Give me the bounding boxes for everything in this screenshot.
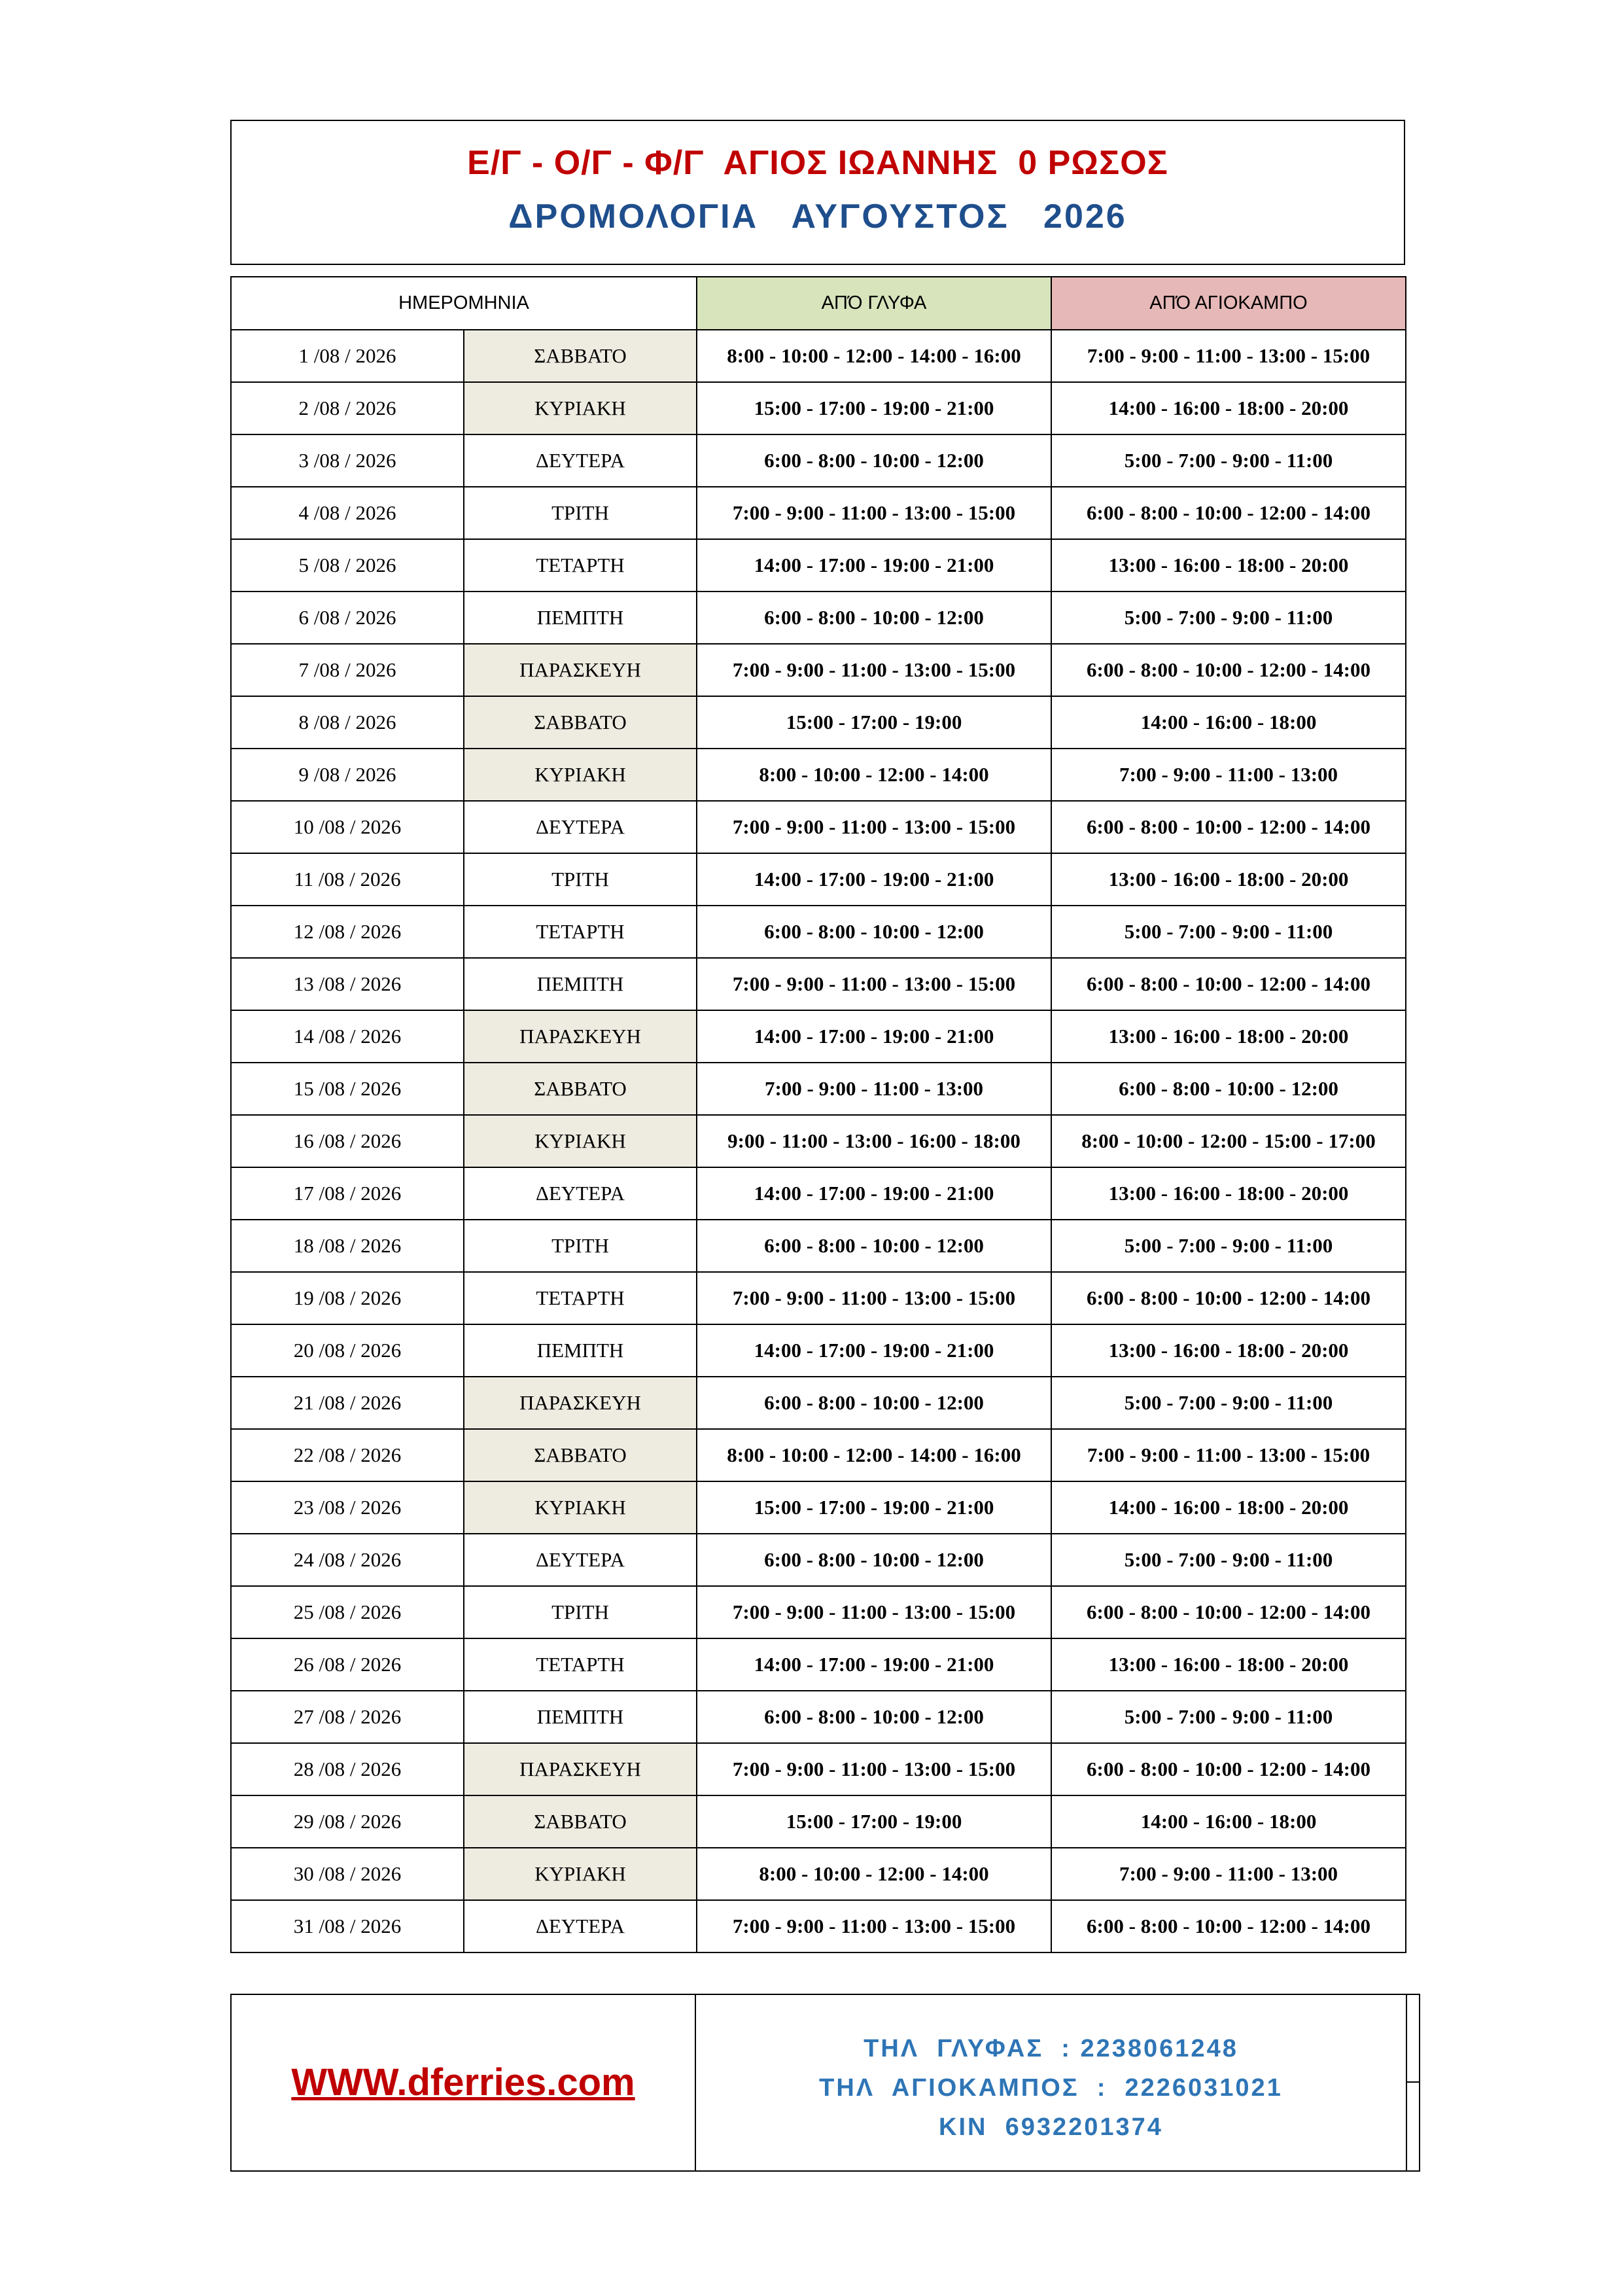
date-cell: 26 /08 / 2026 <box>231 1638 464 1691</box>
day-cell: ΔΕΥΤΕΡΑ <box>464 1167 697 1220</box>
date-cell: 9 /08 / 2026 <box>231 749 464 801</box>
agiokampo-times-cell: 5:00 - 7:00 - 9:00 - 11:00 <box>1051 592 1406 644</box>
phone-mobile: ΚΙΝ 6932201374 <box>939 2113 1163 2141</box>
glyfa-times-cell: 6:00 - 8:00 - 10:00 - 12:00 <box>697 1534 1051 1586</box>
date-cell: 8 /08 / 2026 <box>231 696 464 749</box>
agiokampo-times-cell: 14:00 - 16:00 - 18:00 <box>1051 696 1406 749</box>
glyfa-times-cell: 8:00 - 10:00 - 12:00 - 14:00 - 16:00 <box>697 1429 1051 1481</box>
date-cell: 7 /08 / 2026 <box>231 644 464 696</box>
day-cell: ΤΡΙΤΗ <box>464 1586 697 1638</box>
day-cell: ΤΡΙΤΗ <box>464 487 697 539</box>
day-cell: ΤΕΤΑΡΤΗ <box>464 1638 697 1691</box>
schedule-body <box>231 330 1406 1952</box>
contact-phones <box>696 2029 1406 2147</box>
schedule-title: ΔΡΟΜΟΛΟΓΙΑ ΑΥΓΟΥΣΤΟΣ 2026 <box>508 198 1127 236</box>
date-cell: 25 /08 / 2026 <box>231 1586 464 1638</box>
date-cell: 4 /08 / 2026 <box>231 487 464 539</box>
date-cell: 13 /08 / 2026 <box>231 958 464 1010</box>
table-row <box>231 1481 1406 1534</box>
glyfa-times-cell: 7:00 - 9:00 - 11:00 - 13:00 - 15:00 <box>697 1900 1051 1952</box>
table-row <box>231 1063 1406 1115</box>
table-row <box>231 1638 1406 1691</box>
agiokampo-times-cell: 6:00 - 8:00 - 10:00 - 12:00 - 14:00 <box>1051 1586 1406 1638</box>
footer-side-cell-top <box>1406 1994 1420 2083</box>
agiokampo-times-cell: 5:00 - 7:00 - 9:00 - 11:00 <box>1051 1534 1406 1586</box>
glyfa-times-cell: 6:00 - 8:00 - 10:00 - 12:00 <box>697 1377 1051 1429</box>
agiokampo-times-cell: 6:00 - 8:00 - 10:00 - 12:00 - 14:00 <box>1051 487 1406 539</box>
date-cell: 6 /08 / 2026 <box>231 592 464 644</box>
day-cell: ΚΥΡΙΑΚΗ <box>464 1115 697 1167</box>
footer-side-cell-bottom <box>1406 2081 1420 2172</box>
date-cell: 31 /08 / 2026 <box>231 1900 464 1952</box>
table-row <box>231 1586 1406 1638</box>
table-row <box>231 1010 1406 1063</box>
table-row <box>231 1691 1406 1743</box>
agiokampo-times-cell: 7:00 - 9:00 - 11:00 - 13:00 - 15:00 <box>1051 330 1406 382</box>
table-row <box>231 1743 1406 1795</box>
date-cell: 11 /08 / 2026 <box>231 853 464 906</box>
day-cell: ΚΥΡΙΑΚΗ <box>464 382 697 434</box>
day-cell: ΔΕΥΤΕΡΑ <box>464 801 697 853</box>
table-row <box>231 1848 1406 1900</box>
date-cell: 22 /08 / 2026 <box>231 1429 464 1481</box>
glyfa-times-cell: 7:00 - 9:00 - 11:00 - 13:00 - 15:00 <box>697 644 1051 696</box>
table-row <box>231 1324 1406 1377</box>
table-row <box>231 644 1406 696</box>
table-row <box>231 1115 1406 1167</box>
glyfa-times-cell: 6:00 - 8:00 - 10:00 - 12:00 <box>697 906 1051 958</box>
agiokampo-times-cell: 14:00 - 16:00 - 18:00 - 20:00 <box>1051 1481 1406 1534</box>
glyfa-times-cell: 8:00 - 10:00 - 12:00 - 14:00 - 16:00 <box>697 330 1051 382</box>
date-cell: 28 /08 / 2026 <box>231 1743 464 1795</box>
agiokampo-times-cell: 5:00 - 7:00 - 9:00 - 11:00 <box>1051 434 1406 487</box>
table-row <box>231 696 1406 749</box>
footer-website-cell <box>230 1994 696 2172</box>
day-cell: ΠΕΜΠΤΗ <box>464 592 697 644</box>
day-cell: ΣΑΒΒΑΤΟ <box>464 1795 697 1848</box>
date-cell: 18 /08 / 2026 <box>231 1220 464 1272</box>
table-row <box>231 330 1406 382</box>
agiokampo-times-cell: 6:00 - 8:00 - 10:00 - 12:00 - 14:00 <box>1051 801 1406 853</box>
agiokampo-times-cell: 5:00 - 7:00 - 9:00 - 11:00 <box>1051 906 1406 958</box>
date-cell: 5 /08 / 2026 <box>231 539 464 592</box>
table-row <box>231 1272 1406 1324</box>
table-row <box>231 592 1406 644</box>
glyfa-times-cell: 15:00 - 17:00 - 19:00 - 21:00 <box>697 1481 1051 1534</box>
day-cell: ΤΕΤΑΡΤΗ <box>464 906 697 958</box>
agiokampo-times-cell: 6:00 - 8:00 - 10:00 - 12:00 <box>1051 1063 1406 1115</box>
glyfa-times-cell: 6:00 - 8:00 - 10:00 - 12:00 <box>697 434 1051 487</box>
date-cell: 24 /08 / 2026 <box>231 1534 464 1586</box>
day-cell: ΠΑΡΑΣΚΕΥΗ <box>464 1743 697 1795</box>
table-header-row <box>231 277 1406 330</box>
glyfa-times-cell: 8:00 - 10:00 - 12:00 - 14:00 <box>697 1848 1051 1900</box>
agiokampo-times-cell: 14:00 - 16:00 - 18:00 <box>1051 1795 1406 1848</box>
glyfa-times-cell: 7:00 - 9:00 - 11:00 - 13:00 - 15:00 <box>697 1272 1051 1324</box>
table-row <box>231 434 1406 487</box>
header-from-glyfa: ΑΠΌ ΓΛΥΦΑ <box>697 277 1051 330</box>
glyfa-times-cell: 14:00 - 17:00 - 19:00 - 21:00 <box>697 1638 1051 1691</box>
glyfa-times-cell: 7:00 - 9:00 - 11:00 - 13:00 - 15:00 <box>697 487 1051 539</box>
agiokampo-times-cell: 13:00 - 16:00 - 18:00 - 20:00 <box>1051 539 1406 592</box>
header-from-agiokampo: ΑΠΌ ΑΓΙΟΚΑΜΠΟ <box>1051 277 1406 330</box>
website-link[interactable]: WWW.dferries.com <box>291 2061 635 2104</box>
title-box <box>230 120 1405 265</box>
day-cell: ΔΕΥΤΕΡΑ <box>464 1534 697 1586</box>
day-cell: ΤΡΙΤΗ <box>464 853 697 906</box>
day-cell: ΣΑΒΒΑΤΟ <box>464 1063 697 1115</box>
glyfa-times-cell: 7:00 - 9:00 - 11:00 - 13:00 - 15:00 <box>697 1743 1051 1795</box>
agiokampo-times-cell: 6:00 - 8:00 - 10:00 - 12:00 - 14:00 <box>1051 1900 1406 1952</box>
day-cell: ΠΑΡΑΣΚΕΥΗ <box>464 644 697 696</box>
date-cell: 27 /08 / 2026 <box>231 1691 464 1743</box>
table-row <box>231 749 1406 801</box>
glyfa-times-cell: 14:00 - 17:00 - 19:00 - 21:00 <box>697 1010 1051 1063</box>
glyfa-times-cell: 6:00 - 8:00 - 10:00 - 12:00 <box>697 1691 1051 1743</box>
day-cell: ΠΕΜΠΤΗ <box>464 958 697 1010</box>
agiokampo-times-cell: 5:00 - 7:00 - 9:00 - 11:00 <box>1051 1220 1406 1272</box>
date-cell: 12 /08 / 2026 <box>231 906 464 958</box>
day-cell: ΤΡΙΤΗ <box>464 1220 697 1272</box>
date-cell: 1 /08 / 2026 <box>231 330 464 382</box>
table-row <box>231 906 1406 958</box>
agiokampo-times-cell: 8:00 - 10:00 - 12:00 - 15:00 - 17:00 <box>1051 1115 1406 1167</box>
glyfa-times-cell: 14:00 - 17:00 - 19:00 - 21:00 <box>697 1324 1051 1377</box>
table-row <box>231 853 1406 906</box>
date-cell: 2 /08 / 2026 <box>231 382 464 434</box>
glyfa-times-cell: 15:00 - 17:00 - 19:00 <box>697 696 1051 749</box>
day-cell: ΤΕΤΑΡΤΗ <box>464 1272 697 1324</box>
day-cell: ΚΥΡΙΑΚΗ <box>464 749 697 801</box>
table-row <box>231 539 1406 592</box>
day-cell: ΠΕΜΠΤΗ <box>464 1691 697 1743</box>
table-row <box>231 801 1406 853</box>
table-row <box>231 958 1406 1010</box>
day-cell: ΠΑΡΑΣΚΕΥΗ <box>464 1010 697 1063</box>
glyfa-times-cell: 15:00 - 17:00 - 19:00 - 21:00 <box>697 382 1051 434</box>
agiokampo-times-cell: 6:00 - 8:00 - 10:00 - 12:00 - 14:00 <box>1051 644 1406 696</box>
day-cell: ΔΕΥΤΕΡΑ <box>464 434 697 487</box>
phone-glyfa: ΤΗΛ ΓΛΥΦΑΣ : 2238061248 <box>864 2035 1238 2062</box>
agiokampo-times-cell: 14:00 - 16:00 - 18:00 - 20:00 <box>1051 382 1406 434</box>
vessel-title: Ε/Γ - Ο/Γ - Φ/Γ ΑΓΙΟΣ ΙΩΑΝΝΗΣ 0 ΡΩΣΟΣ <box>467 144 1168 182</box>
day-cell: ΚΥΡΙΑΚΗ <box>464 1481 697 1534</box>
day-cell: ΚΥΡΙΑΚΗ <box>464 1848 697 1900</box>
table-row <box>231 1795 1406 1848</box>
glyfa-times-cell: 6:00 - 8:00 - 10:00 - 12:00 <box>697 592 1051 644</box>
date-cell: 20 /08 / 2026 <box>231 1324 464 1377</box>
date-cell: 3 /08 / 2026 <box>231 434 464 487</box>
date-cell: 16 /08 / 2026 <box>231 1115 464 1167</box>
agiokampo-times-cell: 6:00 - 8:00 - 10:00 - 12:00 - 14:00 <box>1051 1743 1406 1795</box>
day-cell: ΔΕΥΤΕΡΑ <box>464 1900 697 1952</box>
agiokampo-times-cell: 13:00 - 16:00 - 18:00 - 20:00 <box>1051 1167 1406 1220</box>
glyfa-times-cell: 15:00 - 17:00 - 19:00 <box>697 1795 1051 1848</box>
agiokampo-times-cell: 6:00 - 8:00 - 10:00 - 12:00 - 14:00 <box>1051 958 1406 1010</box>
glyfa-times-cell: 14:00 - 17:00 - 19:00 - 21:00 <box>697 539 1051 592</box>
agiokampo-times-cell: 5:00 - 7:00 - 9:00 - 11:00 <box>1051 1691 1406 1743</box>
glyfa-times-cell: 8:00 - 10:00 - 12:00 - 14:00 <box>697 749 1051 801</box>
table-row <box>231 1377 1406 1429</box>
table-row <box>231 1429 1406 1481</box>
glyfa-times-cell: 7:00 - 9:00 - 11:00 - 13:00 - 15:00 <box>697 1586 1051 1638</box>
glyfa-times-cell: 6:00 - 8:00 - 10:00 - 12:00 <box>697 1220 1051 1272</box>
table-row <box>231 1220 1406 1272</box>
glyfa-times-cell: 7:00 - 9:00 - 11:00 - 13:00 <box>697 1063 1051 1115</box>
agiokampo-times-cell: 7:00 - 9:00 - 11:00 - 13:00 <box>1051 749 1406 801</box>
table-row <box>231 1900 1406 1952</box>
date-cell: 10 /08 / 2026 <box>231 801 464 853</box>
date-cell: 23 /08 / 2026 <box>231 1481 464 1534</box>
date-cell: 14 /08 / 2026 <box>231 1010 464 1063</box>
day-cell: ΠΕΜΠΤΗ <box>464 1324 697 1377</box>
table-row <box>231 1534 1406 1586</box>
agiokampo-times-cell: 5:00 - 7:00 - 9:00 - 11:00 <box>1051 1377 1406 1429</box>
date-cell: 15 /08 / 2026 <box>231 1063 464 1115</box>
phone-agiokampos: ΤΗΛ ΑΓΙΟΚΑΜΠΟΣ : 2226031021 <box>819 2074 1283 2102</box>
glyfa-times-cell: 7:00 - 9:00 - 11:00 - 13:00 - 15:00 <box>697 958 1051 1010</box>
date-cell: 29 /08 / 2026 <box>231 1795 464 1848</box>
agiokampo-times-cell: 13:00 - 16:00 - 18:00 - 20:00 <box>1051 1324 1406 1377</box>
agiokampo-times-cell: 7:00 - 9:00 - 11:00 - 13:00 <box>1051 1848 1406 1900</box>
table-row <box>231 487 1406 539</box>
glyfa-times-cell: 14:00 - 17:00 - 19:00 - 21:00 <box>697 1167 1051 1220</box>
day-cell: ΣΑΒΒΑΤΟ <box>464 696 697 749</box>
day-cell: ΣΑΒΒΑΤΟ <box>464 330 697 382</box>
footer-contact-cell <box>695 1994 1407 2172</box>
date-cell: 30 /08 / 2026 <box>231 1848 464 1900</box>
agiokampo-times-cell: 13:00 - 16:00 - 18:00 - 20:00 <box>1051 1638 1406 1691</box>
agiokampo-times-cell: 13:00 - 16:00 - 18:00 - 20:00 <box>1051 1010 1406 1063</box>
header-date: ΗΜΕΡΟΜΗΝΙΑ <box>231 277 697 330</box>
day-cell: ΤΕΤΑΡΤΗ <box>464 539 697 592</box>
table-row <box>231 382 1406 434</box>
agiokampo-times-cell: 6:00 - 8:00 - 10:00 - 12:00 - 14:00 <box>1051 1272 1406 1324</box>
date-cell: 21 /08 / 2026 <box>231 1377 464 1429</box>
glyfa-times-cell: 14:00 - 17:00 - 19:00 - 21:00 <box>697 853 1051 906</box>
day-cell: ΣΑΒΒΑΤΟ <box>464 1429 697 1481</box>
glyfa-times-cell: 9:00 - 11:00 - 13:00 - 16:00 - 18:00 <box>697 1115 1051 1167</box>
date-cell: 19 /08 / 2026 <box>231 1272 464 1324</box>
glyfa-times-cell: 7:00 - 9:00 - 11:00 - 13:00 - 15:00 <box>697 801 1051 853</box>
date-cell: 17 /08 / 2026 <box>231 1167 464 1220</box>
schedule-table <box>230 276 1406 1953</box>
agiokampo-times-cell: 7:00 - 9:00 - 11:00 - 13:00 - 15:00 <box>1051 1429 1406 1481</box>
footer <box>230 1994 1420 2172</box>
agiokampo-times-cell: 13:00 - 16:00 - 18:00 - 20:00 <box>1051 853 1406 906</box>
table-row <box>231 1167 1406 1220</box>
day-cell: ΠΑΡΑΣΚΕΥΗ <box>464 1377 697 1429</box>
